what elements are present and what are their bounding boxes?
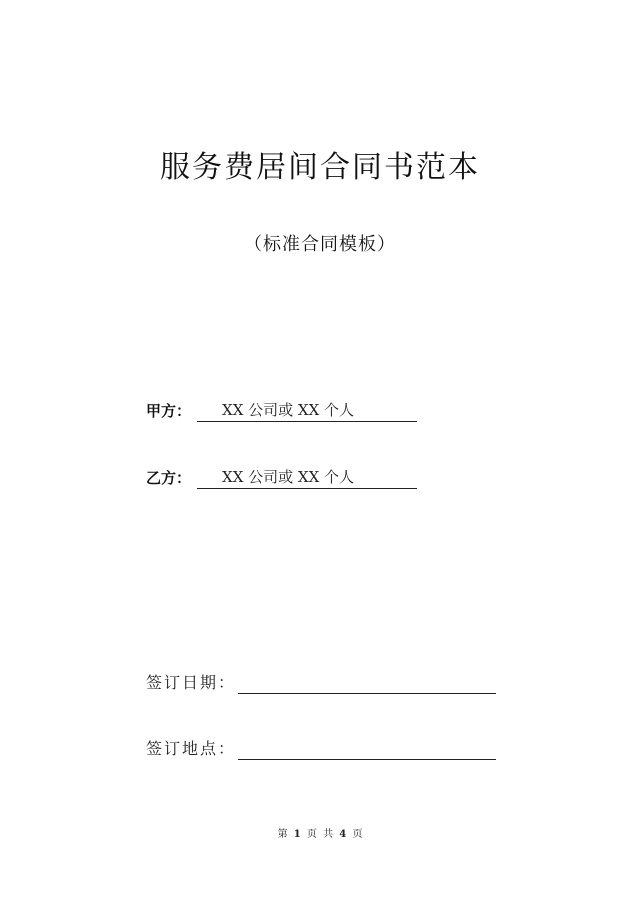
signing-place-field[interactable] (238, 739, 496, 760)
document-subtitle: （标准合同模板） (244, 234, 396, 255)
footer-page-number: 1 (293, 829, 301, 840)
footer-suffix: 页 (352, 829, 363, 840)
signing-place-label: 签订地点： (146, 739, 237, 758)
footer-total-pages: 4 (339, 829, 347, 840)
signing-place-row (146, 734, 496, 760)
party-b-row (146, 463, 417, 489)
footer-middle: 页 共 (306, 829, 334, 840)
party-a-value: XX 公司或 XX 个人 (222, 401, 355, 419)
signing-date-label: 签订日期： (146, 673, 237, 692)
party-a-field[interactable] (197, 399, 417, 422)
document-title: 服务费居间合同书范本 (160, 150, 480, 185)
party-b-label: 乙方： (146, 469, 192, 487)
signing-date-row (146, 668, 496, 694)
footer-prefix: 第 (277, 829, 288, 840)
party-b-value: XX 公司或 XX 个人 (222, 468, 355, 486)
party-b-field[interactable] (197, 466, 417, 489)
party-a-row (146, 396, 417, 422)
party-a-label: 甲方： (146, 402, 192, 420)
signing-date-field[interactable] (238, 673, 496, 694)
page-footer (0, 828, 640, 842)
